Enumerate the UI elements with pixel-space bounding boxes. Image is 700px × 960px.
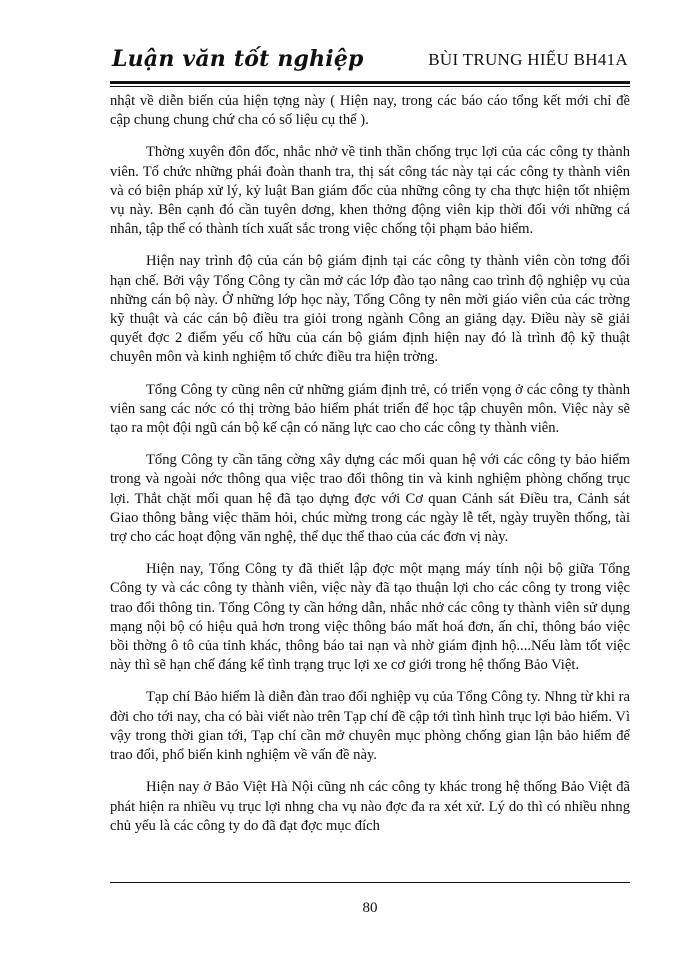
- header-right-title: BÙI TRUNG HIẾU BH41A: [428, 50, 628, 69]
- footer-rule: [110, 882, 630, 883]
- header-rule-thick: [110, 81, 630, 84]
- header-rule-thin: [110, 86, 630, 87]
- paragraph: Hiện nay, Tổng Công ty đã thiết lập đợc một mạng máy tính nội bộ giữa Tổng Công ty và các công ty thành viên, việc này đã tạo thuận lợi cho các công ty trong việc trao đổi thông tin. Tổng Công ty cần hớng dẫn, nhắc nhở các công ty thành viên sử dụng mạng nội bộ có hiệu quả hơn trong việc thông báo mất hoá đơn, ấn chỉ, thông báo việc bồi thờng ô tô của tỉnh khác, thông báo tai nạn và nhờ giám định hộ....Nếu làm tốt việc này thì sẽ hạn chế đáng kể tình trạng trục lợi xe cơ giới trong hệ thống Bảo Việt.: [110, 561, 630, 674]
- paragraph: Thờng xuyên đôn đốc, nhắc nhở về tinh thần chống trục lợi của các công ty thành viên. Tổ chức những phái đoàn thanh tra, thị sát công tác này tại các công ty thành viên và có biện pháp xử lý, kỷ luật Ban giám đốc của những công ty cha thực hiện tốt nhiệm vụ này. Bên cạnh đó cần tuyên dơng, khen thởng động viên kịp thời đối với những cá nhân, tập thể có thành tích xuất sắc trong việc chống tội phạm bảo hiểm.: [110, 144, 630, 238]
- page-number: 80: [362, 900, 378, 916]
- paragraph: Hiện nay ở Bảo Việt Hà Nội cũng nh các công ty khác trong hệ thống Bảo Việt đã phát hiện ra nhiều vụ trục lợi nhng cha vụ nào đợc đa ra xét xử. Lý do thì có nhiều nhng chủ yếu là các công ty do đã đạt đợc mục đích: [110, 779, 630, 834]
- page-header: [108, 44, 628, 84]
- paragraph: Tổng Công ty cần tăng cờng xây dựng các mối quan hệ với các công ty bảo hiểm trong và ngoài nớc thông qua việc trao đổi thông tin và kinh nghiệm phòng chống trục lợi. Thắt chặt mối quan hệ đã tạo dựng đợc với Cơ quan Cảnh sát Điều tra, Cảnh sát Giao thông bằng việc thăm hỏi, chúc mừng trong các ngày lễ tết, ngày truyền thống, tài trợ cho các hoạt động văn nghệ, thể dục thể thao của các đơn vị này.: [110, 452, 630, 546]
- header-left-title: Luận văn tốt nghiệp: [112, 46, 364, 72]
- paragraph: Hiện nay trình độ của cán bộ giám định tại các công ty thành viên còn tơng đối hạn chế. Bởi vậy Tổng Công ty cần mở các lớp đào tạo nâng cao trình độ nghiệp vụ của những cán bộ này. Ở những lớp học này, Tổng Công ty nên mời giáo viên của các trờng kỹ thuật và các cán bộ điều tra giỏi trong ngành Công an giảng dạy. Điều này sẽ giải quyết đợc 2 điểm yếu cố hữu của cán bộ giám định hiện nay đó là trình độ kỹ thuật chuyên môn và kinh nghiệm tổ chức điều tra hiện trờng.: [110, 253, 630, 366]
- paragraph: nhật về diễn biến của hiện tợng này ( Hiện nay, trong các báo cáo tổng kết mới chỉ đề cập chung chung chứ cha có số liệu cụ thể ).: [110, 93, 630, 129]
- paragraph: Tổng Công ty cũng nên cử những giám định trẻ, có triển vọng ở các công ty thành viên sang các nớc có thị trờng bảo hiểm phát triển để học tập chuyên môn. Việc này sẽ tạo ra một đội ngũ cán bộ kế cận có năng lực cao cho các công ty thành viên.: [110, 381, 630, 437]
- body-text: [110, 92, 630, 849]
- paragraph: Tạp chí Bảo hiểm là diễn đàn trao đổi nghiệp vụ của Tổng Công ty. Nhng từ khi ra đời cho tới nay, cha có bài viết nào trên Tạp chí đề cập tới tình hình trục lợi bảo hiểm. Vì vậy trong thời gian tới, Tạp chí cần mở chuyên mục phòng chống gian lận bảo hiểm để trao đổi, phổ biến kinh nghiệm về vấn đề này.: [110, 689, 630, 764]
